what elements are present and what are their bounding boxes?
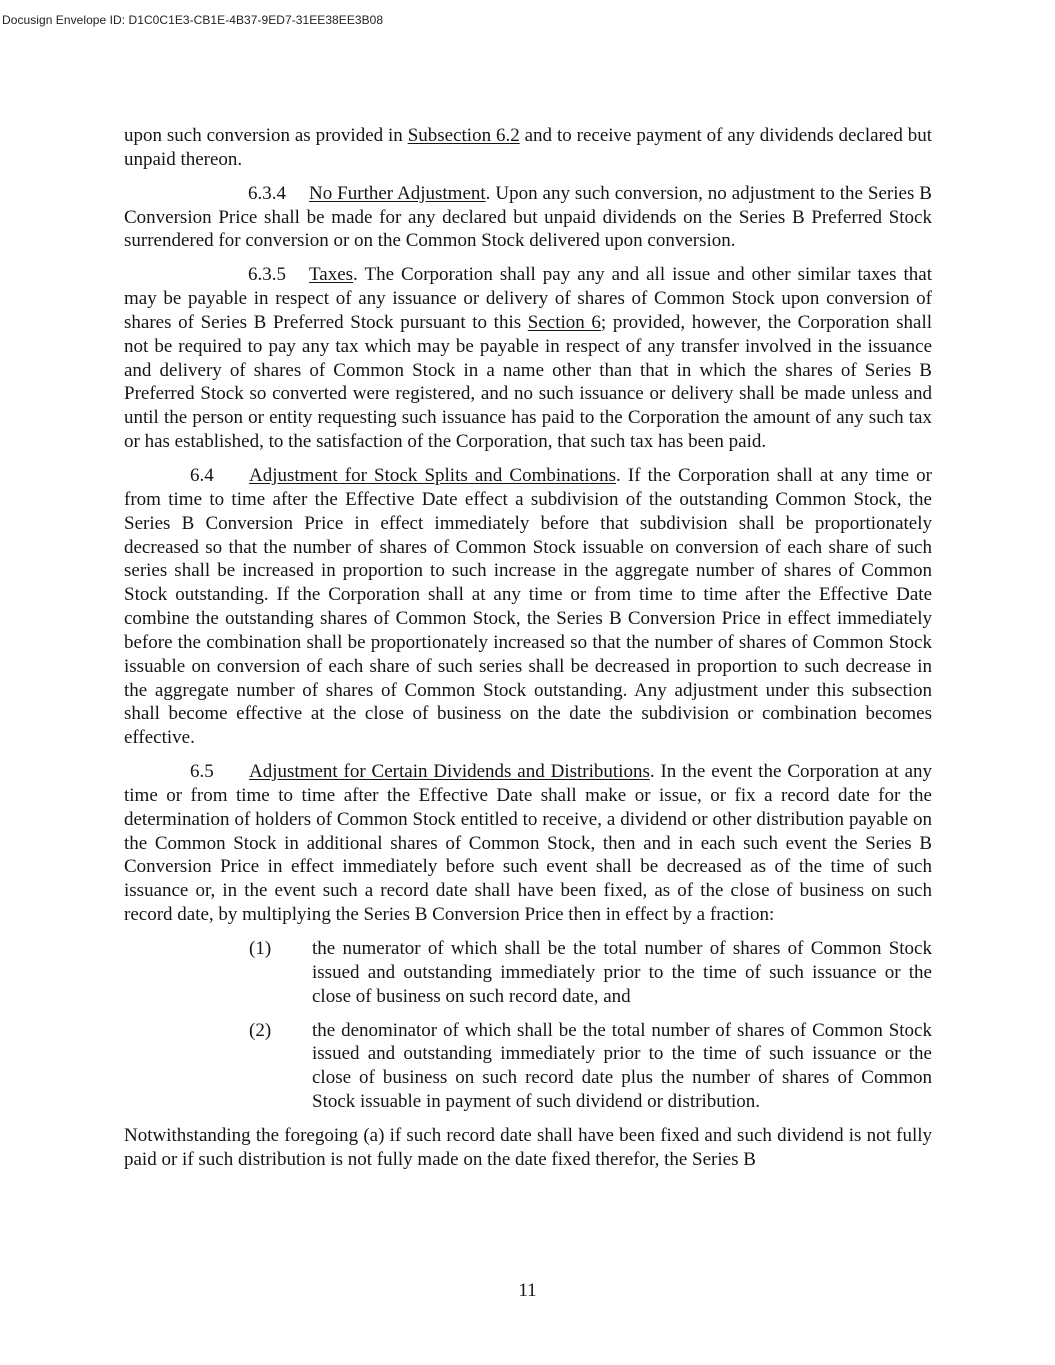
section-number: 6.3.4 [248,182,286,204]
list-item-denominator [124,1019,932,1114]
section-heading: Taxes [309,264,354,286]
section-number: 6.4 [190,464,214,486]
section-6-4 [124,464,932,750]
section-6-reference: Section 6 [527,311,601,333]
paragraph-continuation: upon such conversion as provided in Subsection 6.2 and to receive payment of any dividends declared but unpaid thereon. [124,125,932,170]
section-number: 6.3.5 [248,264,286,286]
list-marker: (2) [249,1019,272,1041]
closing-paragraph: Notwithstanding the foregoing (a) if such record date shall have been fixed and such dividend is not fully paid or if such distribution is not fully made on the date fixed therefor, the Series B [124,1124,932,1170]
section-text: . In the event the Corporation at any time or from time to time after the Effective Date shall make or issue, or fix a record date for the determination of holders of Common Stock entitled to receive, a dividend or other distribution payable on the Common Stock in additional shares of Common Stock, then and in each such event the Series B Conversion Price in effect immediately before such event shall be decreased as of the time of such issuance or, in the event such a record date shall have been fixed, as of the close of business on such record date, by multiplying the Series B Conversion Price then in effect by a fraction: [124,761,933,926]
section-6-3-5 [124,263,932,454]
list-marker: (1) [249,938,272,959]
subsection-6-2-reference: Subsection 6.2 [407,125,520,146]
section-text: . Upon any such conversion, no adjustment to the Series B Conversion Price shall be made for any declared but unpaid dividends on the Series B Preferred Stock surrendered for conversion or on the Common Stock delivered upon conversion. [124,182,932,252]
section-text-continued: ; provided, however, the Corporation shall not be required to pay any tax which may be payable in respect of any transfer involved in the issuance and delivery of shares of Common Stock in a name other than that in which the shares of Series B Preferred Stock so converted were registered, and no such issuance or delivery shall be made unless and until the person or entity requesting such issuance has paid to the Corporation the amount of any such tax or has established, to the satisfaction of the Corporation, that such tax has been paid. [124,311,932,453]
section-number: 6.5 [190,761,214,783]
section-heading: No Further Adjustment [309,182,486,204]
section-text: . If the Corporation shall at any time or from time to time after the Effective Date effect a subdivision of the outstanding Common Stock, the Series B Conversion Price in effect immediately before that subdivision shall be proportionately decreased so that the number of shares of Common Stock issuable on conversion of each share of such series shall be increased in proportion to such increase in the aggregate number of shares of Common Stock outstanding. If the Corporation shall at any time or from time to time after the Effective Date combine the outstanding shares of Common Stock, the Series B Conversion Price in effect immediately before the combination shall be proportionately increased so that the number of shares of Common Stock issuable on conversion of each share of such series shall be decreased in proportion to such decrease in the aggregate number of shares of Common Stock outstanding. Any adjustment under this subsection shall become effective at the close of business on the date the subdivision or combination becomes effective. [124,464,932,749]
section-6-5 [124,760,932,927]
section-heading: Adjustment for Certain Dividends and Distributions [249,761,650,783]
section-heading: Adjustment for Stock Splits and Combinations [249,464,617,486]
document-body [124,124,932,1182]
page-number: 11 [518,1280,537,1301]
list-text: the numerator of which shall be the total number of shares of Common Stock issued and outstanding immediately prior to the time of such issuance or the close of business on such record date, and [312,938,932,1007]
section-text: . The Corporation shall pay any and all issue and other similar taxes that may be payable in respect of any issuance or delivery of shares of Common Stock upon conversion of shares of Series B Preferred Stock pursuant to this [124,264,932,333]
list-item-numerator [124,937,932,1009]
section-6-3-4 [124,182,932,254]
list-text: the denominator of which shall be the total number of shares of Common Stock issued and outstanding immediately prior to the time of such issuance or the close of business on such record date plus the number of shares of Common Stock issuable in payment of such dividend or distribution. [312,1019,932,1113]
docusign-envelope-id: Docusign Envelope ID: D1C0C1E3-CB1E-4B37-9ED7-31EE38EE3B08 [2,13,384,27]
